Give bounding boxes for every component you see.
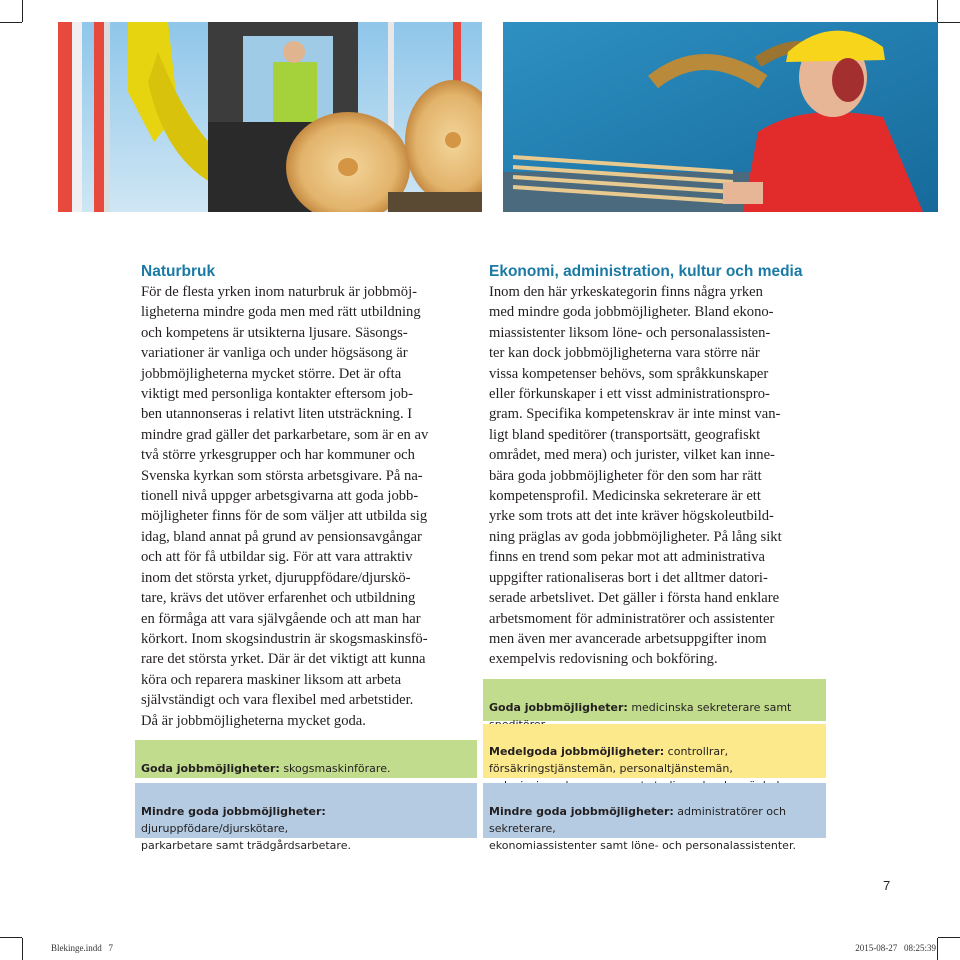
crop-mark [937,938,938,960]
less-good-prospects-label: Mindre goda jobbmöjligheter: [141,805,326,818]
less-good-prospects-label: Mindre goda jobbmöjligheter: [489,805,674,818]
crop-mark [22,0,23,22]
medium-prospects-text: controllrar, försäkringstjänstemän, personaltjänstemän, [489,745,733,775]
crop-mark [938,22,960,23]
left-column [141,262,479,731]
good-prospects-text: skogsmaskinförare. [279,762,391,775]
less-good-prospects-text: administratörer och sekreterare, ekonomiassistenter samt löne- och personalassistenter. [489,805,796,852]
less-good-prospects-text: djuruppfödare/djurskötare, parkarbetare samt trädgårdsarbetare. [141,822,351,852]
body-text-ekonomi: Inom den här yrkeskategorin finns några yrken med mindre goda jobbmöjligheter. Bland ekono- miassistenter liksom löne- och personalassisten- ter kan dock jobbmöjligheterna vara större när vissa kompetenser behövs, som språkkunskaper eller förkunskaper i ett visst administrationspro- gram. Specifika kompetenskrav är inte minst van- ligt bland speditörer (transportsätt, geografiskt området, med mera) och jurister, vilket kan inne- bära goda jobbmöjligheter för den som har rätt kompetensprofil. Medicinska sekreterare är ett yrke som trots att det inte kräver högskoleutbild- ning präglas av goda jobbmöjligheter. På lång sikt finns en trend som pekar mot att administrativa uppgifter rationaliseras bort i det alltmer datori- serade arbetslivet. Det gäller i första hand enklare arbetsmoment för administratörer och assistenter men även mer avancerade arbetsuppgifter inom exempelvis redovisning och bokföring. [489,284,782,668]
good-prospects-text: medicinska sekreterare samt [631,701,792,714]
industry-worker-photo-illustration [503,22,938,212]
section-heading-naturbruk: Naturbruk [141,263,216,280]
medium-prospects-box [483,724,826,778]
right-column [489,262,829,670]
print-slug-filename: Blekinge.indd 7 [51,943,113,953]
less-good-prospects-box [483,783,826,852]
industry-worker-photo [503,22,938,212]
good-prospects-label: Goda jobbmöjligheter: [489,701,628,714]
crop-mark [0,937,22,938]
page-number: 7 [883,878,891,893]
crop-mark [0,22,22,23]
crop-mark [938,937,960,938]
medium-prospects-label: Medelgoda jobbmöjligheter: [489,745,665,758]
crop-mark [937,0,938,22]
good-prospects-box [483,679,826,721]
section-heading-ekonomi: Ekonomi, administration, kultur och media [489,263,803,280]
forestry-photo-illustration [58,22,482,212]
crop-mark [22,938,23,960]
good-prospects-box [135,740,477,778]
forestry-photo [58,22,482,212]
print-slug-timestamp: 2015-08-27 08:25:39 [855,943,936,953]
good-prospects-label: Goda jobbmöjligheter: [141,762,280,775]
body-text-naturbruk: För de flesta yrken inom naturbruk är jobbmöj- ligheterna mindre goda men med rätt utbildning och kompetens är utsikterna ljusare. Säsongs- variationer är vanliga och under högsäsong är jobbmöjligheterna mycket större. Det är ofta viktigt med personliga kontakter eftersom job- ben utannonseras i relativt liten utsträckning. I mindre grad gäller det parkarbetare, som är en av två större yrkesgrupper och har kommuner och Svenska kyrkan som största arbetsgivare. På na- tionell nivå uppger arbetsgivarna att goda jobb- möjligheter finns för de som väljer att utbilda sig idag, bland annat på grund av pensionsavgångar och att för få utbildar sig. För att vara attraktiv inom det största yrket, djuruppfödare/djurskö- tare, krävs det utöver erfarenhet och utbildning en förmåga att vara självgående och att man har körkort. Inom skogsindustrin är skogsmaskinsfö- rare det största yrket. Där är det viktigt att kunna köra och reparera maskiner liksom att arbeta självständigt och vara flexibel med arbetstider. Då är jobbmöjligheterna mycket goda. [141,284,429,729]
less-good-prospects-box [135,783,477,852]
